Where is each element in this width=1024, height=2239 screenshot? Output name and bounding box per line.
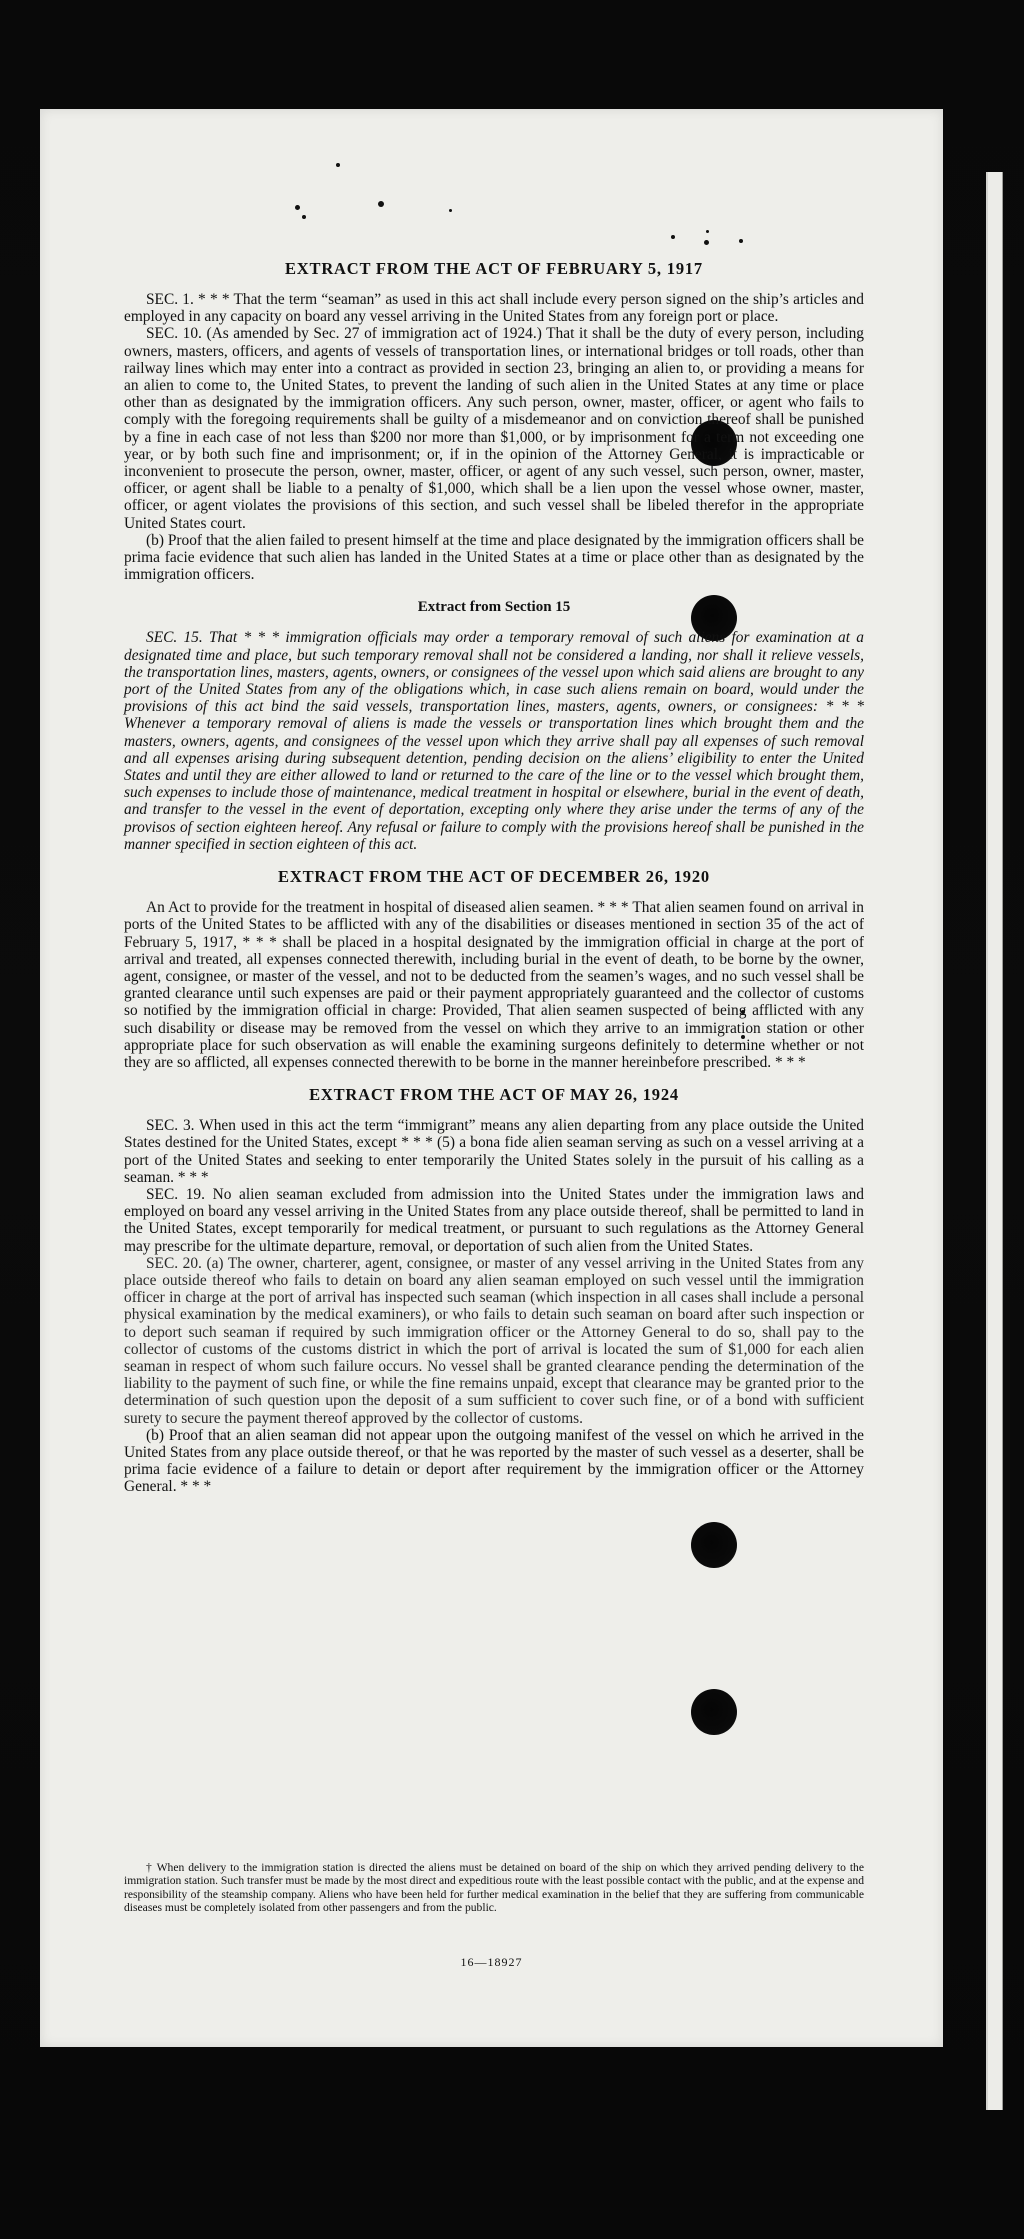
document-body	[124, 259, 864, 1496]
section-10-paragraph: SEC. 10. (As amended by Sec. 27 of immigration act of 1924.) That it shall be the duty of every person, including owners, masters, officers, and agents of vessels of transportation lines, or international bridges or toll roads, other than railway lines which may enter into a contract as provided in section 23, bringing an alien to, or providing a means for an alien to come to, the United States, to prevent the landing of such alien in the United States at any time or place other than as designated by the immigration officers. Any such person, owner, master, officer, or agent who fails to comply with the foregoing requirements shall be guilty of a misdemeanor and on conviction thereof shall be punished by a fine in each case of not less than $200 nor more than $1,000, or by imprisonment for a term not exceeding one year, or by both such fine and imprisonment; or, if in the opinion of the Attorney General, it is impracticable or inconvenient to prosecute the person, owner, master, officer, or agent of any such vessel, such person, owner, master, officer, or agent shall be liable to a penalty of $1,000, which shall be a lien upon the vessel whose owner, master, officer, or agent violates the provisions of this section, and such vessel shall be libeled therefor in the appropriate United States court.	[124, 325, 864, 532]
punch-hole	[691, 1522, 737, 1568]
document-page	[40, 109, 943, 2047]
punch-hole	[691, 1689, 737, 1735]
scan-speck	[706, 230, 709, 233]
page-number: 16—18927	[460, 1955, 523, 1969]
scan-speck	[302, 215, 306, 219]
section-20b-paragraph: (b) Proof that an alien seaman did not appear upon the outgoing manifest of the vessel on which he arrived in the United States from any place outside thereof, or that he was reported by the master of such vessel as a deserter, shall be prima facie evidence of a failure to detain or deport after requirement by the immigration officer or the Attorney General. * * *	[124, 1426, 864, 1496]
section-1-paragraph: SEC. 1. * * * That the term “seaman” as used in this act shall include every person signed on the ship’s articles and employed in any capacity on board any vessel arriving in the United States from any foreign port or place.	[124, 291, 864, 326]
scan-speck	[336, 163, 340, 167]
section-19-paragraph: SEC. 19. No alien seaman excluded from admission into the United States under the immigration laws and employed on board any vessel arriving in the United States from any place outside thereof, shall be permitted to land in the United States, except temporarily for medical treatment, or pursuant to such regulations as the Attorney General may prescribe for the ultimate departure, removal, or deportation of such alien from the United States.	[124, 1185, 864, 1255]
scan-speck	[739, 239, 743, 243]
scan-speck	[671, 235, 675, 239]
section-15-paragraph: SEC. 15. That * * * immigration officials may order a temporary removal of such aliens for examination at a designated time and place, but such temporary removal shall not be considered a landing, nor shall it relieve vessels, the transportation lines, masters, agents, owners, or consignees of the vessel upon which said aliens are brought to any port of the United States from any of the obligations which, in case such aliens remain on board, would under the provisions of this act bind the said vessels, transportation lines, masters, agents, owners, or consignees: * * * Whenever a temporary removal of aliens is made the vessels or transportation lines which brought them and the masters, owners, agents, and consignees of the vessel upon which they arrive shall pay all expenses of such removal and all expenses arising during subsequent detention, pending decision on the aliens’ eligibility to enter the United States and until they are either allowed to land or returned to the care of the line or to the vessel which brought them, such expenses to include those of maintenance, medical treatment in hospital or elsewhere, burial in the event of death, and transfer to the vessel in the event of deportation, excepting only where they arise under the terms of any of the provisos of section eighteen hereof. Any refusal or failure to comply with the provisions hereof shall be punished in the manner specified in section eighteen of this act.	[124, 629, 864, 853]
scan-speck	[704, 240, 709, 245]
section-3-paragraph: SEC. 3. When used in this act the term “immigrant” means any alien departing from any place outside the United States destined for the United States, except * * * (5) a bona fide alien seaman serving as such on a vessel arriving at a port of the United States and seeking to enter temporarily the United States solely in the pursuit of his calling as a seaman. * * *	[124, 1117, 864, 1186]
heading-act-1924: EXTRACT FROM THE ACT OF MAY 26, 1924	[309, 1085, 679, 1105]
heading-act-1920: EXTRACT FROM THE ACT OF DECEMBER 26, 1920	[278, 867, 710, 887]
act-1920-paragraph: An Act to provide for the treatment in hospital of diseased alien seamen. * * * That alien seamen found on arrival in ports of the United States to be afflicted with any of the disabilities or diseases mentioned in section 35 of the act of February 5, 1917, * * * shall be placed in a hospital designated by the immigration official in charge at the port of arrival and treated, all expenses connected therewith, including burial in the event of death, to be borne by the owner, agent, consignee, or master of the vessel, and not to be deducted from the seamen’s wages, and no such vessel shall be granted clearance until such expenses are paid or their payment appropriately guaranteed and the collector of customs so notified by the immigration official in charge: Provided, That alien seamen suspected of being afflicted with any such disability or disease may be removed from the vessel on which they arrive to an immigration station or other appropriate place for such observation as will enable the examining surgeons definitely to determine whether or not they are so afflicted, all expenses connected therewith to be borne in the manner hereinbefore prescribed. * * *	[124, 899, 864, 1071]
section-20a-paragraph: SEC. 20. (a) The owner, charterer, agent, consignee, or master of any vessel arriving in the United States from any place outside thereof who fails to detain on board any alien seaman employed on such vessel until the immigration officer in charge at the port of arrival has inspected such seaman (which inspection in all cases shall include a personal physical examination by the medical examiners), or who fails to detain such seaman on board after such inspection or to deport such seaman if required by such immigration officer or the Attorney General to do so, shall pay to the collector of customs of the customs district in which the port of arrival is located the sum of $1,000 for each alien seaman in respect of whom such failure occurs. No vessel shall be granted clearance pending the determination of the liability to the payment of such fine, or while the fine remains unpaid, except that clearance may be granted prior to the determination of such question upon the deposit of a sum sufficient to cover such fine, or of a bond with sufficient surety to secure the payment thereof approved by the collector of customs.	[124, 1254, 864, 1427]
heading-act-1917: EXTRACT FROM THE ACT OF FEBRUARY 5, 1917	[285, 259, 703, 278]
subheading-section-15: Extract from Section 15	[417, 599, 571, 616]
section-10b-paragraph: (b) Proof that the alien failed to present himself at the time and place designated by the immigration officers shall be prima facie evidence that such alien has landed in the United States at a time or place other than as designated by the immigration officers.	[124, 531, 864, 584]
adjacent-page-edge	[986, 172, 1003, 2110]
scan-speck	[295, 205, 300, 210]
scan-speck	[378, 201, 384, 207]
footnote: † When delivery to the immigration station is directed the aliens must be detained on board of the ship on which they arrived pending delivery to the immigration station. Such transfer must be made by the most direct and expeditious route with the least possible contact with the public, and at the expense and responsibility of the steamship company. Aliens who have been held for further medical examination in the belief that they are suffering from communicable diseases must be completely isolated from other passengers and from the public.	[124, 1861, 864, 1915]
scan-speck	[449, 209, 452, 212]
